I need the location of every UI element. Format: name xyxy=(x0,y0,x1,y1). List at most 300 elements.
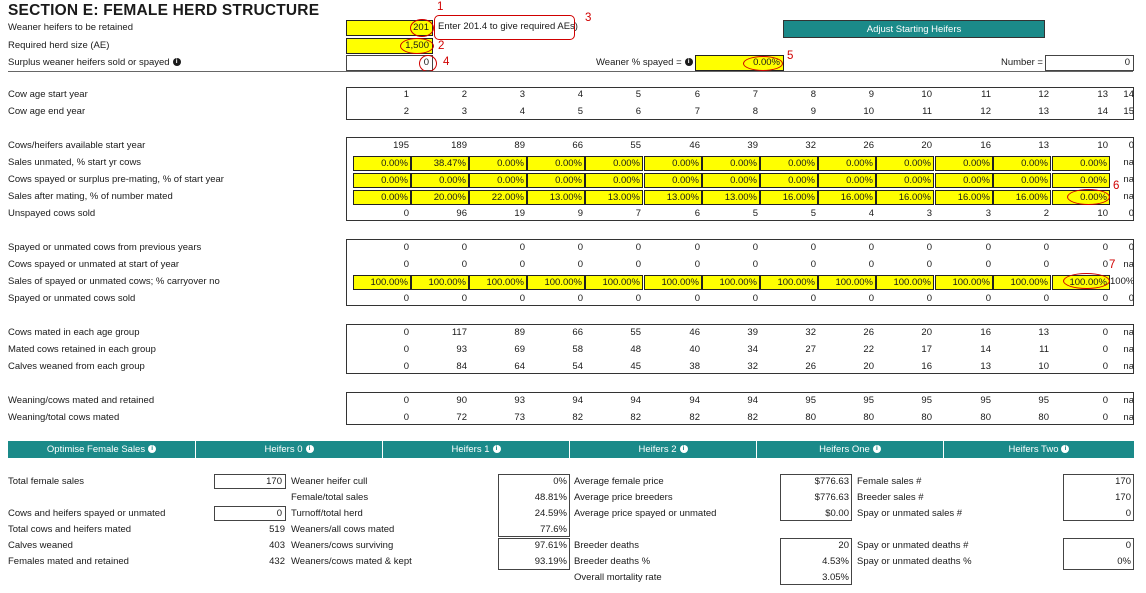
value-cell: 0 xyxy=(403,412,409,423)
pct-input[interactable]: 100.00% xyxy=(585,275,643,290)
row-label: Cows/heifers available start year xyxy=(8,140,146,151)
value-cell: 13 xyxy=(1038,327,1049,338)
age-end-cell: 14 xyxy=(1097,106,1108,117)
value-cell: 5 xyxy=(752,208,758,219)
surplus-label xyxy=(8,57,181,68)
pct-input[interactable]: 0.00% xyxy=(469,156,527,171)
value-cell: 0 xyxy=(1102,361,1108,372)
adjust-starting-heifers-button[interactable]: Adjust Starting Heifers xyxy=(783,20,1045,38)
value-cell: 82 xyxy=(572,412,583,423)
tab-heifers-0[interactable] xyxy=(196,441,382,458)
spay-sales-n-value: 0 xyxy=(1125,508,1131,519)
weaner-heifers-input[interactable]: 201 xyxy=(346,20,433,36)
annotation-5: 5 xyxy=(787,50,794,62)
weaner-cull-value: 0% xyxy=(553,476,567,487)
value-cell: 0 xyxy=(519,259,525,270)
value-cell: 9 xyxy=(577,208,583,219)
tab-label: Heifers One xyxy=(819,444,870,455)
turnoff-value: 24.59% xyxy=(534,508,567,519)
pct-input[interactable]: 100.00% xyxy=(1052,275,1110,290)
annotation-3: 3 xyxy=(585,12,592,24)
info-icon[interactable]: i xyxy=(680,445,688,453)
value-cell: 0 xyxy=(403,293,409,304)
value-cell: 0 xyxy=(1102,327,1108,338)
age-end-cell: 11 xyxy=(922,106,932,117)
pct-input[interactable]: 0.00% xyxy=(644,173,702,188)
age-start-cell: 10 xyxy=(921,89,932,100)
pct-input[interactable]: 100.00% xyxy=(935,275,993,290)
pct-input[interactable]: 100.00% xyxy=(993,275,1051,290)
weaner-cull-label: Weaner heifer cull xyxy=(291,476,368,487)
pct-input[interactable]: 0.00% xyxy=(876,173,934,188)
pct-input[interactable]: 0.00% xyxy=(818,173,876,188)
value-cell: 6 xyxy=(694,208,700,219)
extra-cell: na xyxy=(1123,157,1134,168)
info-icon[interactable]: i xyxy=(173,58,181,66)
value-cell: 0 xyxy=(577,242,583,253)
value-cell: 0 xyxy=(926,293,932,304)
female-total-sales-label: Female/total sales xyxy=(291,492,369,503)
pct-input[interactable]: 13.00% xyxy=(644,190,702,205)
value-cell: 3 xyxy=(926,208,932,219)
value-cell: 4 xyxy=(868,208,874,219)
surplus-value: 0 xyxy=(346,55,433,71)
age-start-cell: 12 xyxy=(1038,89,1049,100)
value-cell: 69 xyxy=(514,344,525,355)
pct-input[interactable]: 0.00% xyxy=(760,156,818,171)
age-start-cell: 14 xyxy=(1123,89,1134,100)
tab-label: Heifers 1 xyxy=(451,444,490,455)
breeder-sales-n-value: 170 xyxy=(1115,492,1131,503)
value-cell: 95 xyxy=(805,395,816,406)
pct-input[interactable]: 100.00% xyxy=(876,275,934,290)
breeder-sales-n-label: Breeder sales # xyxy=(857,492,924,503)
value-cell: 0 xyxy=(752,242,758,253)
pct-input[interactable]: 0.00% xyxy=(353,173,411,188)
value-cell: 0 xyxy=(519,242,525,253)
value-cell: 39 xyxy=(747,140,758,151)
value-cell: 0 xyxy=(694,293,700,304)
pct-input[interactable]: 0.00% xyxy=(585,173,643,188)
value-cell: 94 xyxy=(689,395,700,406)
value-cell: 0 xyxy=(694,242,700,253)
extra-cell: na xyxy=(1123,412,1134,423)
weaner-spayed-input[interactable]: 0.00% xyxy=(695,55,784,71)
extra-cell: 0 xyxy=(1128,208,1134,219)
age-end-cell: 12 xyxy=(980,106,991,117)
value-cell: 82 xyxy=(689,412,700,423)
value-cell: 10 xyxy=(1097,140,1108,151)
extra-cell: 0 xyxy=(1128,140,1134,151)
extra-cell: na xyxy=(1123,344,1134,355)
pct-input[interactable]: 16.00% xyxy=(935,190,993,205)
value-cell: 26 xyxy=(805,361,816,372)
value-cell: 0 xyxy=(985,242,991,253)
value-cell: 73 xyxy=(514,412,525,423)
value-cell: 32 xyxy=(805,327,816,338)
breeder-deaths-label: Breeder deaths xyxy=(574,540,639,551)
pct-input[interactable]: 16.00% xyxy=(993,190,1051,205)
value-cell: 0 xyxy=(752,293,758,304)
value-cell: 0 xyxy=(403,344,409,355)
cow-age-start-label: Cow age start year xyxy=(8,89,88,100)
info-icon[interactable]: i xyxy=(306,445,314,453)
value-cell: 0 xyxy=(1043,242,1049,253)
value-cell: 0 xyxy=(403,361,409,372)
value-cell: 0 xyxy=(810,259,816,270)
age-start-cell: 2 xyxy=(461,89,467,100)
value-cell: 11 xyxy=(1039,344,1049,355)
turnoff-label: Turnoff/total herd xyxy=(291,508,363,519)
value-cell: 0 xyxy=(926,259,932,270)
section-title: SECTION E: FEMALE HERD STRUCTURE xyxy=(8,2,320,19)
value-cell: 66 xyxy=(572,140,583,151)
info-icon[interactable]: i xyxy=(1061,445,1069,453)
row-label: Mated cows retained in each group xyxy=(8,344,156,355)
value-cell: 80 xyxy=(863,412,874,423)
extra-cell: na xyxy=(1123,361,1134,372)
row-label: Sales unmated, % start yr cows xyxy=(8,157,142,168)
value-cell: 16 xyxy=(980,140,991,151)
row-label: Weaning/total cows mated xyxy=(8,412,120,423)
tab-label: Optimise Female Sales xyxy=(46,444,146,455)
pct-input[interactable]: 38.47% xyxy=(411,156,469,171)
value-cell: 94 xyxy=(747,395,758,406)
annotation-circle-6 xyxy=(1067,189,1110,205)
female-sales-n-value: 170 xyxy=(1115,476,1131,487)
age-start-cell: 11 xyxy=(981,89,991,100)
value-cell: 10 xyxy=(1038,361,1049,372)
value-cell: 19 xyxy=(514,208,525,219)
value-cell: 0 xyxy=(519,293,525,304)
weaner-heifers-label: Weaner heifers to be retained xyxy=(8,22,133,33)
age-end-cell: 2 xyxy=(403,106,409,117)
row-label: Calves weaned from each group xyxy=(8,361,145,372)
info-icon[interactable]: i xyxy=(148,445,156,453)
value-cell: 0 xyxy=(403,327,409,338)
age-end-cell: 6 xyxy=(635,106,641,117)
pct-input[interactable]: 13.00% xyxy=(585,190,643,205)
pct-input[interactable]: 0.00% xyxy=(527,173,585,188)
pct-input[interactable]: 0.00% xyxy=(1052,190,1110,205)
info-icon[interactable]: i xyxy=(685,58,693,66)
pct-input[interactable]: 0.00% xyxy=(1052,156,1110,171)
spay-sales-n-label: Spay or unmated sales # xyxy=(857,508,963,519)
age-end-cell: 10 xyxy=(863,106,874,117)
pct-input[interactable]: 100.00% xyxy=(644,275,702,290)
pct-input[interactable]: 100.00% xyxy=(527,275,585,290)
value-cell: 32 xyxy=(805,140,816,151)
extra-cell: 0 xyxy=(1128,242,1134,253)
tab-heifers-two[interactable] xyxy=(944,441,1134,458)
pct-input[interactable]: 0.00% xyxy=(585,156,643,171)
value-cell: 20 xyxy=(921,140,932,151)
value-cell: 14 xyxy=(980,344,991,355)
row-label: Spayed or unmated cows sold xyxy=(8,293,136,304)
value-cell: 0 xyxy=(461,293,467,304)
value-cell: 5 xyxy=(810,208,816,219)
pct-input[interactable]: 0.00% xyxy=(935,173,993,188)
spay-deaths-pct-value: 0% xyxy=(1117,556,1131,567)
value-cell: 26 xyxy=(863,140,874,151)
annotation-circle-5 xyxy=(743,56,783,71)
breeder-deaths-value: 20 xyxy=(838,540,849,551)
weaners-all-label: Weaners/all cows mated xyxy=(291,524,395,535)
annotation-4: 4 xyxy=(443,56,450,68)
age-end-cell: 9 xyxy=(810,106,816,117)
pct-input[interactable]: 16.00% xyxy=(760,190,818,205)
value-cell: 0 xyxy=(1102,293,1108,304)
pct-input[interactable]: 100.00% xyxy=(411,275,469,290)
value-cell: 0 xyxy=(461,242,467,253)
value-cell: 55 xyxy=(630,327,641,338)
cows-spayed-label: Cows and heifers spayed or unmated xyxy=(8,508,166,519)
total-female-sales-label: Total female sales xyxy=(8,476,85,487)
required-herd-label: Required herd size (AE) xyxy=(8,40,110,51)
weaners-surviving-value: 97.61% xyxy=(534,540,567,551)
value-cell: 0 xyxy=(461,259,467,270)
avg-spayed-label: Average price spayed or unmated xyxy=(574,508,717,519)
value-cell: 82 xyxy=(630,412,641,423)
avg-female-price-value: $776.63 xyxy=(814,476,849,487)
value-cell: 0 xyxy=(635,259,641,270)
age-start-cell: 13 xyxy=(1097,89,1108,100)
row-label: Sales of spayed or unmated cows; % carryover no xyxy=(8,276,220,287)
value-cell: 0 xyxy=(694,259,700,270)
age-start-cell: 8 xyxy=(810,89,816,100)
value-cell: 89 xyxy=(514,140,525,151)
age-end-cell: 3 xyxy=(461,106,467,117)
value-cell: 0 xyxy=(1102,395,1108,406)
required-herd-input[interactable]: 1,500 xyxy=(346,38,433,54)
total-mated-value: 519 xyxy=(269,524,285,535)
pct-input[interactable]: 0.00% xyxy=(353,190,411,205)
value-cell: 10 xyxy=(1097,208,1108,219)
avg-breeders-value: $776.63 xyxy=(814,492,849,503)
total-mated-label: Total cows and heifers mated xyxy=(8,524,132,535)
pct-input[interactable]: 0.00% xyxy=(702,173,760,188)
female-sales-n-label: Female sales # xyxy=(857,476,922,487)
weaners-surviving-label: Weaners/cows surviving xyxy=(291,540,394,551)
weaners-kept-value: 93.19% xyxy=(534,556,567,567)
value-cell: 0 xyxy=(810,242,816,253)
extra-cell: na xyxy=(1123,259,1134,270)
cow-age-end-label: Cow age end year xyxy=(8,106,86,117)
value-cell: 7 xyxy=(635,208,641,219)
annotation-circle-7 xyxy=(1063,273,1110,289)
pct-input[interactable]: 100.00% xyxy=(818,275,876,290)
tab-heifers-1[interactable] xyxy=(383,441,569,458)
cows-spayed-value: 0 xyxy=(214,506,286,521)
value-cell: 189 xyxy=(451,140,467,151)
pct-input[interactable]: 0.00% xyxy=(527,156,585,171)
value-cell: 95 xyxy=(921,395,932,406)
value-cell: 94 xyxy=(630,395,641,406)
value-cell: 0 xyxy=(403,395,409,406)
value-cell: 72 xyxy=(456,412,467,423)
mortality-value: 3.05% xyxy=(822,572,849,583)
pct-input[interactable]: 16.00% xyxy=(876,190,934,205)
annotation-circle-4 xyxy=(419,55,437,72)
value-cell: 89 xyxy=(514,327,525,338)
value-cell: 38 xyxy=(689,361,700,372)
row-label: Spayed or unmated cows from previous years xyxy=(8,242,202,253)
mortality-label: Overall mortality rate xyxy=(574,572,662,583)
females-retained-value: 432 xyxy=(269,556,285,567)
extra-cell: na xyxy=(1123,191,1134,202)
age-end-cell: 13 xyxy=(1038,106,1049,117)
value-cell: 0 xyxy=(577,293,583,304)
pct-input[interactable]: 22.00% xyxy=(469,190,527,205)
value-cell: 80 xyxy=(1038,412,1049,423)
annotation-circle-2 xyxy=(400,38,434,54)
value-cell: 94 xyxy=(572,395,583,406)
pct-input[interactable]: 13.00% xyxy=(702,190,760,205)
annotation-2: 2 xyxy=(438,40,445,52)
value-cell: 58 xyxy=(572,344,583,355)
pct-input[interactable]: 0.00% xyxy=(760,173,818,188)
value-cell: 0 xyxy=(635,293,641,304)
value-cell: 0 xyxy=(868,242,874,253)
value-cell: 2 xyxy=(1043,208,1049,219)
value-cell: 95 xyxy=(863,395,874,406)
value-cell: 0 xyxy=(403,208,409,219)
row-label: Sales after mating, % of number mated xyxy=(8,191,173,202)
pct-input[interactable]: 0.00% xyxy=(993,156,1051,171)
surplus-label-text: Surplus weaner heifers sold or spayed xyxy=(8,57,170,68)
female-total-sales-value: 48.81% xyxy=(534,492,567,503)
breeder-deaths-pct-label: Breeder deaths % xyxy=(574,556,651,567)
value-cell: 16 xyxy=(980,327,991,338)
tab-label: Heifers 2 xyxy=(638,444,677,455)
value-cell: 95 xyxy=(1038,395,1049,406)
pct-input[interactable]: 0.00% xyxy=(818,156,876,171)
value-cell: 0 xyxy=(1043,293,1049,304)
row-label: Cows spayed or surplus pre-mating, % of start year xyxy=(8,174,224,185)
age-start-cell: 1 xyxy=(403,89,409,100)
value-cell: 0 xyxy=(1102,259,1108,270)
value-cell: 13 xyxy=(1038,140,1049,151)
pct-input[interactable]: 20.00% xyxy=(411,190,469,205)
age-start-cell: 4 xyxy=(577,89,583,100)
avg-breeders-label: Average price breeders xyxy=(574,492,673,503)
annotation-6: 6 xyxy=(1113,180,1120,192)
tab-label: Heifers Two xyxy=(1008,444,1059,455)
value-cell: 20 xyxy=(921,327,932,338)
value-cell: 0 xyxy=(403,242,409,253)
annotation-1: 1 xyxy=(437,1,444,13)
value-cell: 27 xyxy=(805,344,816,355)
calves-weaned-label: Calves weaned xyxy=(8,540,73,551)
pct-input[interactable]: 0.00% xyxy=(469,173,527,188)
spay-deaths-pct-label: Spay or unmated deaths % xyxy=(857,556,972,567)
value-cell: 54 xyxy=(572,361,583,372)
annotation-7: 7 xyxy=(1109,259,1116,271)
extra-cell: na xyxy=(1123,395,1134,406)
value-cell: 84 xyxy=(456,361,467,372)
tab-heifers-one[interactable] xyxy=(757,441,943,458)
age-start-cell: 7 xyxy=(752,89,758,100)
value-cell: 96 xyxy=(456,208,467,219)
value-cell: 22 xyxy=(863,344,874,355)
value-cell: 32 xyxy=(747,361,758,372)
row-label: Cows spayed or unmated at start of year xyxy=(8,259,180,270)
value-cell: 0 xyxy=(985,293,991,304)
info-icon[interactable]: i xyxy=(493,445,501,453)
pct-input[interactable]: 0.00% xyxy=(702,156,760,171)
calves-weaned-value: 403 xyxy=(269,540,285,551)
pct-input[interactable]: 0.00% xyxy=(1052,173,1110,188)
weaner-spayed-label xyxy=(596,57,693,68)
row-label: Weaning/cows mated and retained xyxy=(8,395,155,406)
pct-input[interactable]: 100.00% xyxy=(469,275,527,290)
value-cell: 45 xyxy=(630,361,641,372)
value-cell: 55 xyxy=(630,140,641,151)
number-value: 0 xyxy=(1045,55,1134,71)
info-icon[interactable]: i xyxy=(873,445,881,453)
age-end-cell: 5 xyxy=(577,106,583,117)
age-start-cell: 3 xyxy=(519,89,525,100)
number-label: Number = xyxy=(1001,57,1043,68)
pct-input[interactable]: 16.00% xyxy=(818,190,876,205)
pct-input[interactable]: 0.00% xyxy=(935,156,993,171)
value-cell: 39 xyxy=(747,327,758,338)
annotation-circle-1 xyxy=(410,19,434,37)
age-end-cell: 4 xyxy=(519,106,525,117)
value-cell: 0 xyxy=(577,259,583,270)
extra-cell: 0 xyxy=(1128,293,1134,304)
extra-cell: na xyxy=(1123,327,1134,338)
weaner-spayed-text: Weaner % spayed = xyxy=(596,57,682,68)
value-cell: 90 xyxy=(456,395,467,406)
value-cell: 0 xyxy=(1102,344,1108,355)
value-cell: 0 xyxy=(868,259,874,270)
value-cell: 80 xyxy=(980,412,991,423)
tab-heifers-2[interactable] xyxy=(570,441,756,458)
pct-input[interactable]: 13.00% xyxy=(527,190,585,205)
weaners-all-value: 77.6% xyxy=(540,524,567,535)
value-cell: 0 xyxy=(752,259,758,270)
value-cell: 82 xyxy=(747,412,758,423)
pct-input[interactable]: 0.00% xyxy=(353,156,411,171)
age-end-cell: 7 xyxy=(694,106,700,117)
pct-input[interactable]: 100.00% xyxy=(702,275,760,290)
value-cell: 3 xyxy=(985,208,991,219)
value-cell: 117 xyxy=(451,327,467,338)
tab-optimise-female-sales[interactable] xyxy=(8,441,195,458)
pct-input[interactable]: 100.00% xyxy=(760,275,818,290)
value-cell: 46 xyxy=(689,140,700,151)
value-cell: 48 xyxy=(630,344,641,355)
pct-input[interactable]: 0.00% xyxy=(993,173,1051,188)
value-cell: 46 xyxy=(689,327,700,338)
value-cell: 0 xyxy=(926,242,932,253)
pct-input[interactable]: 0.00% xyxy=(876,156,934,171)
value-cell: 40 xyxy=(689,344,700,355)
total-female-sales-value: 170 xyxy=(214,474,286,489)
pct-input[interactable]: 0.00% xyxy=(644,156,702,171)
weaner-heifers-hint: Enter 201.4 to give required AEs) xyxy=(434,15,575,40)
age-start-cell: 9 xyxy=(868,89,874,100)
value-cell: 64 xyxy=(514,361,525,372)
value-cell: 0 xyxy=(810,293,816,304)
divider xyxy=(8,71,1133,72)
extra-cell: na xyxy=(1123,174,1134,185)
value-cell: 0 xyxy=(985,259,991,270)
value-cell: 80 xyxy=(921,412,932,423)
pct-input[interactable]: 100.00% xyxy=(353,275,411,290)
pct-input[interactable]: 0.00% xyxy=(411,173,469,188)
